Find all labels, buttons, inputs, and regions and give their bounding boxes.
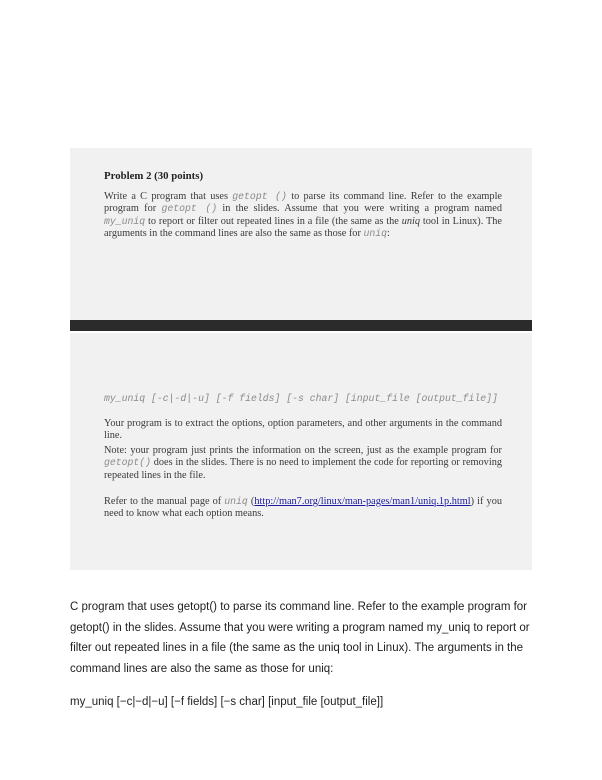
transcript-paragraph: C program that uses getopt() to parse its command line. Refer to the example program for getopt() in the slides. Assume that you were writing a program named my_uniq to report or filter out repeated lines in a file (the same as the uniq tool in Linux). The arguments in the command lines are also the same as those for uniq: xyxy=(70,601,530,675)
intro-code-uniq: uniq xyxy=(363,228,387,240)
refer-code-uniq: uniq xyxy=(224,496,248,507)
intro-text-3: in the slides. Assume that you were writing a program named xyxy=(217,203,502,215)
intro-text-2: to parse its command line. Refer to the example program for xyxy=(104,191,502,215)
note-code-getopt: getopt() xyxy=(104,457,152,469)
manual-link[interactable]: http://man7.org/linux/man-pages/man1/uniq.1p.html xyxy=(254,496,471,507)
intro-italic-uniq: uniq xyxy=(401,215,420,227)
refer-text-2: ( xyxy=(247,496,255,507)
intro-code-getopt-1: getopt () xyxy=(232,191,287,202)
intro-code-getopt-2: getopt () xyxy=(161,203,218,215)
refer-text-1: Refer to the manual page of xyxy=(104,496,225,507)
refer-paragraph xyxy=(104,496,502,521)
intro-text-6: : xyxy=(386,228,390,240)
separator-bar xyxy=(70,320,532,331)
intro-text-1: Write a C program that uses xyxy=(104,191,233,202)
refer-text-3: ) if you need to know what each option means. xyxy=(104,496,502,520)
intro-code-my-uniq: my_uniq xyxy=(104,215,146,227)
intro-text-4: to report or filter out repeated lines in a file (the same as the xyxy=(145,215,402,227)
problem-intro xyxy=(104,191,502,241)
problem-scan-top xyxy=(70,148,532,320)
note-text-1: Note: your program just prints the information on the screen, just as the example program for xyxy=(104,445,502,456)
transcript-usage: my_uniq [−c|−d|−u] [−f fields] [−s char] [input_file [output_file]] xyxy=(70,696,384,708)
problem-title: Problem 2 (30 points) xyxy=(104,170,204,182)
intro-text-5: tool in Linux). The arguments in the command lines are also the same as those for xyxy=(104,215,502,240)
note-text-2: does in the slides. There is no need to implement the code for reporting or removing repeated lines in the file. xyxy=(104,457,502,481)
extract-paragraph: Your program is to extract the options, option parameters, and other arguments in the command line. xyxy=(104,418,502,442)
note-paragraph xyxy=(104,445,502,482)
problem-scan-bottom xyxy=(70,333,532,570)
usage-line: my_uniq [-c|-d|-u] [-f fields] [-s char] [input_file [output_file]] xyxy=(104,393,498,404)
